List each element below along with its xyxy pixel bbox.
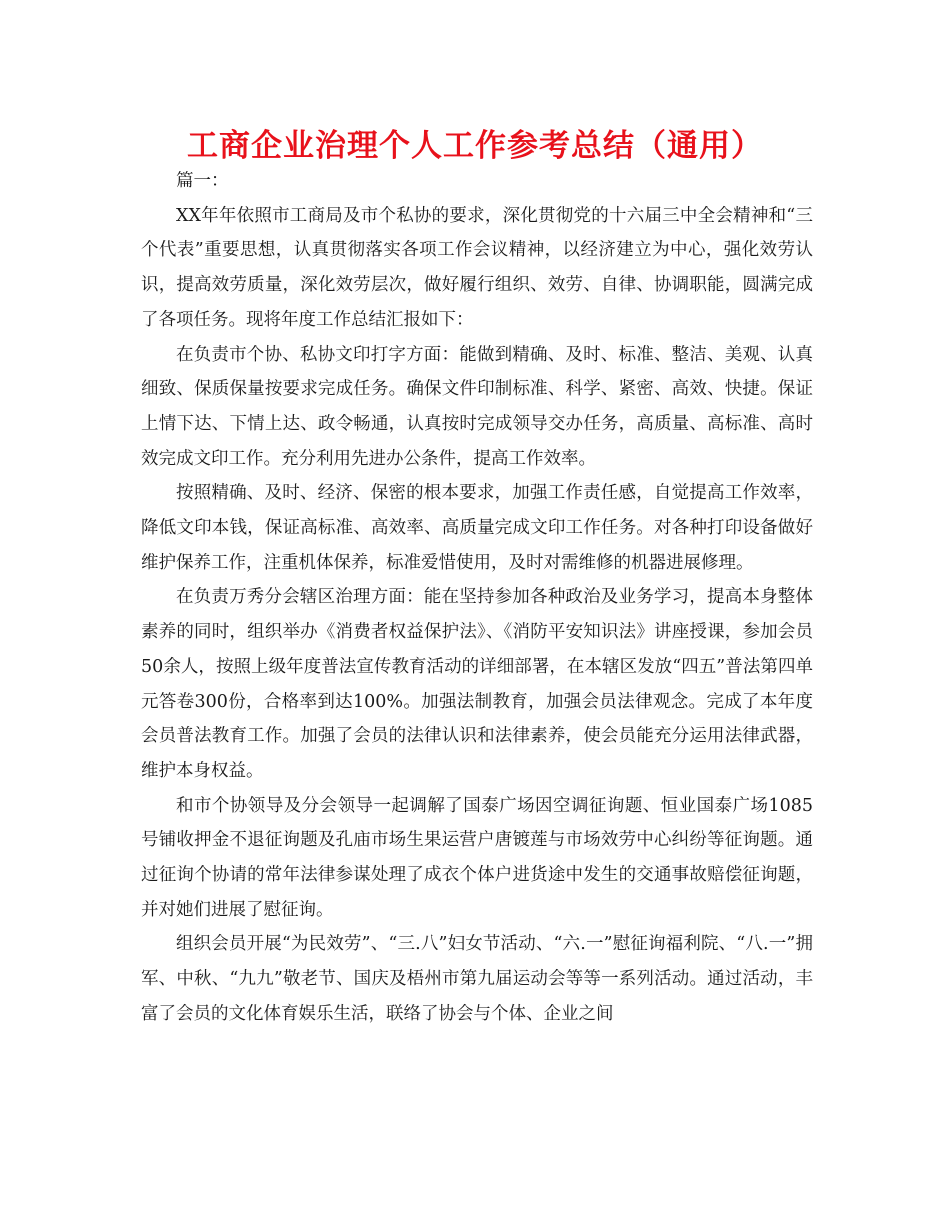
- paragraph-intro: XX年年依照市工商局及市个私协的要求，深化贯彻党的十六届三中全会精神和“三个代表”重要思想，认真贯彻落实各项工作会议精神，以经济建立为中心，强化效劳认识，提高效劳质量，深化效劳层次，做好履行组织、效劳、自律、协调职能，圆满完成了各项任务。现将年度工作总结汇报如下：: [141, 205, 813, 330]
- paragraph-mediation: 和市个协领导及分会领导一起调解了国泰广场因空调征询题、恒业国泰广场1085号铺收押金不退征询题及孔庙市场生果运营户唐镀莲与市场效劳中心纠纷等征询题。通过征询个协请的常年法律参谋处理了成衣个体户进货途中发生的交通事故赔偿征询题，并对她们进展了慰征询。: [141, 795, 813, 920]
- paragraph-district-management: 在负责万秀分会辖区治理方面：能在坚持参加各种政治及业务学习，提高本身整体素养的同时，组织举办《消费者权益保护法》、《消防平安知识法》讲座授课，参加会员50余人，按照上级年度普法宣传教育活动的详细部署，在本辖区发放“四五”普法第四单元答卷300份，合格率到达100%。加强法制教育，加强会员法律观念。完成了本年度会员普法教育工作。加强了会员的法律认识和法律素养，使会员能充分运用法律武器，维护本身权益。: [141, 587, 813, 781]
- paragraph-activities: 组织会员开展“为民效劳”、“三.八”妇女节活动、“六.一”慰征询福利院、“八.一”拥军、中秋、“九九”敬老节、国庆及梧州市第九届运动会等等一系列活动。通过活动，丰富了会员的文化体育娱乐生活，联络了协会与个体、企业之间: [141, 934, 813, 1024]
- section-label: 篇一：: [176, 171, 229, 191]
- document-title: 工商企业治理个人工作参考总结（通用）: [187, 128, 763, 164]
- paragraph-efficiency: 按照精确、及时、经济、保密的根本要求，加强工作责任感，自觉提高工作效率，降低文印本钱，保证高标准、高效率、高质量完成文印工作任务。对各种打印设备做好维护保养工作，注重机体保养，标准爱惜使用，及时对需维修的机器进展修理。: [141, 483, 813, 573]
- paragraph-typing-work: 在负责市个协、私协文印打字方面：能做到精确、及时、标准、整洁、美观、认真细致、保质保量按要求完成任务。确保文件印制标准、科学、紧密、高效、快捷。保证上情下达、下情上达、政令畅通，认真按时完成领导交办任务，高质量、高标准、高时效完成文印工作。充分利用先进办公条件，提高工作效率。: [141, 344, 813, 469]
- document-body: [141, 164, 813, 1032]
